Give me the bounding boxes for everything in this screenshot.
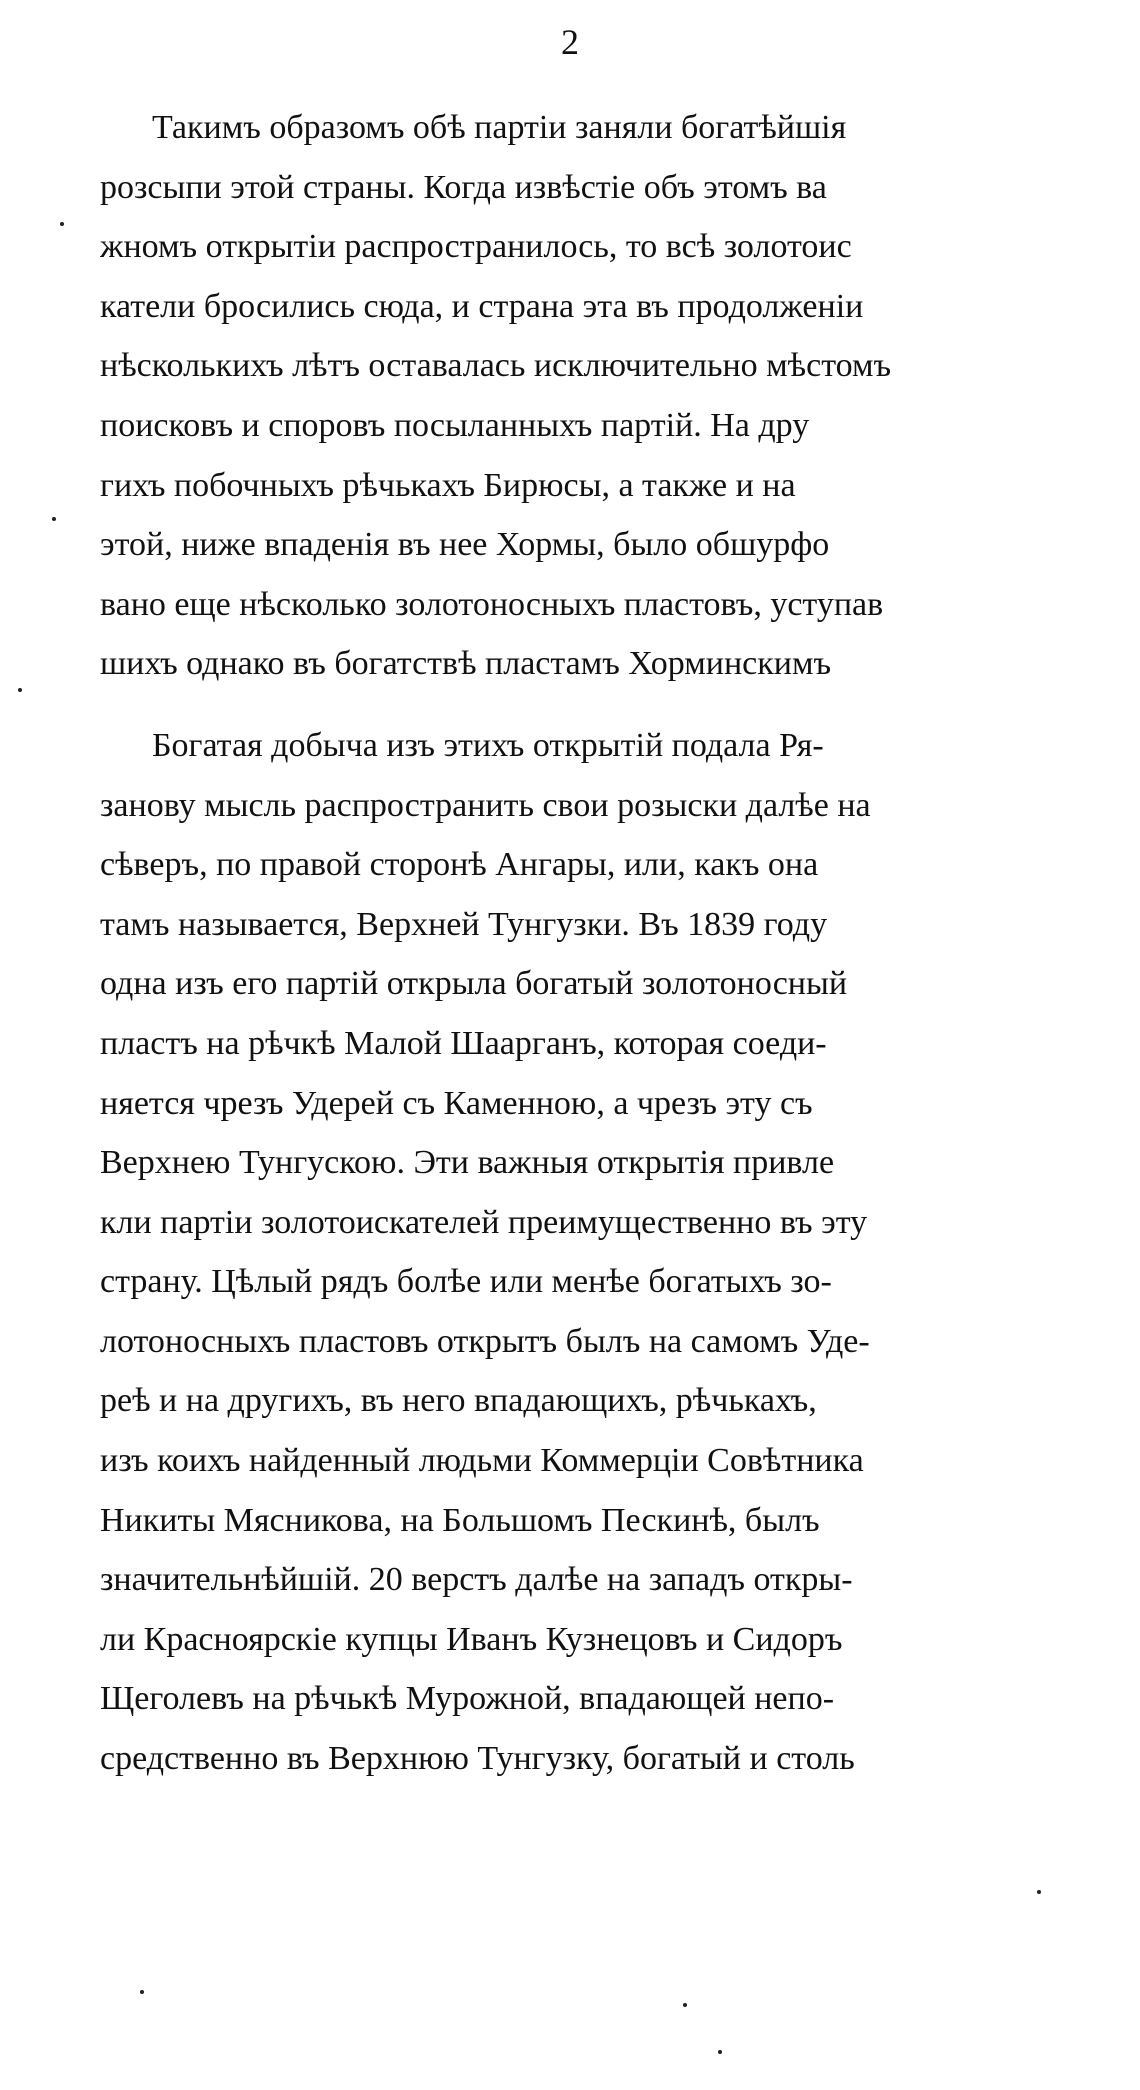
paragraph-2 [100,716,1140,1789]
page-number: 2 [561,22,579,62]
text-line: Такимъ образомъ обѣ партіи заняли богатѣйшія [152,109,847,146]
scan-speck [18,688,22,692]
text-line: нѣсколькихъ лѣтъ оставалась исключительно мѣстомъ [100,347,892,385]
scan-speck [683,2003,687,2007]
text-line: занову мысль распространить свои розыски далѣе на [100,786,871,824]
text-line: значительнѣйшій. 20 верстъ далѣе на западъ откры- [100,1561,853,1599]
text-line: изъ коихъ найденный людьми Коммерціи Совѣтника [100,1442,864,1480]
scan-speck [1037,1890,1041,1894]
scan-speck [52,517,56,521]
text-line: розсыпи этой страны. Когда извѣстіе объ этомъ ва [100,168,827,206]
text-line: поисковъ и споровъ посыланныхъ партій. На дру [100,406,810,444]
text-line: няется чрезъ Удерей съ Каменною, а чрезъ эту съ [100,1084,813,1122]
text-line: жномъ открытіи распространилось, то всѣ золотоис [100,228,852,266]
text-line: страну. Цѣлый рядъ болѣе или менѣе богатыхъ зо- [100,1263,832,1301]
text-line: сѣверъ, по правой сторонѣ Ангары, или, какъ она [100,846,819,884]
text-line: этой, ниже впаденія въ нее Хормы, было обшурфо [100,526,830,564]
text-line: гихъ побочныхъ рѣчькахъ Бирюсы, а также и на [100,466,796,504]
text-line: Никиты Мясникова, на Большомъ Пескинѣ, былъ [100,1501,820,1539]
text-line: лотоносныхъ пластовъ открытъ былъ на самомъ Уде- [100,1322,870,1360]
text-line: шихъ однако въ богатствѣ пластамъ Хорминскимъ [100,645,832,683]
text-line: одна изъ его партій открыла богатый золотоносный [100,965,848,1003]
text-line: средственно въ Верхнюю Тунгузку, богатый и столь [100,1740,855,1778]
text-line: пластъ на рѣчкѣ Малой Шаарганъ, которая соеди- [100,1024,827,1062]
text-line: ли Красноярскіе купцы Иванъ Кузнецовъ и Сидоръ [100,1620,843,1658]
text-line: Богатая добыча изъ этихъ открытій подала Ря- [152,726,824,764]
text-line: кли партіи золотоискателей преимущественно въ эту [100,1203,868,1241]
text-line: Верхнею Тунгускою. Эти важныя открытія привле [100,1144,835,1182]
paragraph-gap [100,694,1140,716]
text-line: катели бросились сюда, и страна эта въ продолженіи [100,287,864,325]
body-text [100,98,1140,1789]
text-line: тамъ называется, Верхней Тунгузки. Въ 1839 году [100,905,828,943]
text-line: Щеголевъ на рѣчькѣ Мурожной, впадающей непо- [100,1680,835,1718]
scan-speck [60,222,64,226]
paragraph-1 [100,98,1140,694]
text-line: вано еще нѣсколько золотоносныхъ пластовъ, уступав [100,585,884,623]
text-line: реѣ и на другихъ, въ него впадающихъ, рѣчькахъ, [100,1382,817,1420]
scan-speck [718,2050,722,2054]
scan-speck [140,1990,144,1994]
